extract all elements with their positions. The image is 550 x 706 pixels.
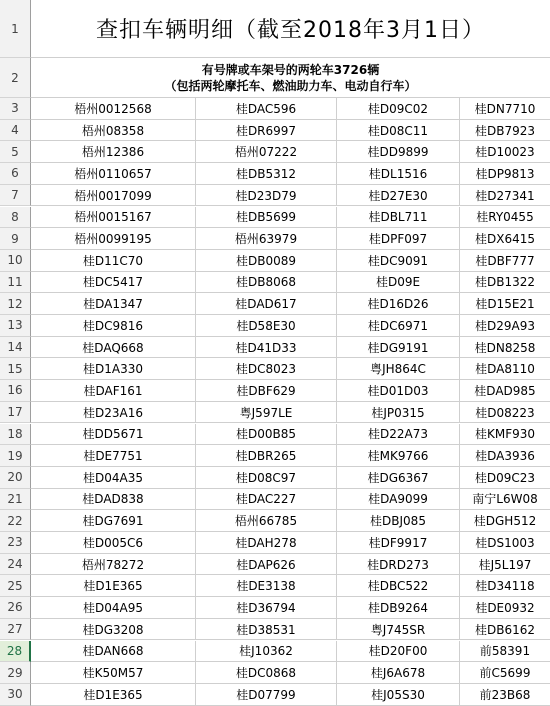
plate-cell[interactable]: 桂DB9264	[337, 597, 460, 619]
table-row	[0, 358, 550, 380]
plate-cell[interactable]: 桂DN8258	[460, 337, 550, 359]
plate-cell[interactable]: 桂DE7751	[31, 445, 196, 467]
plate-cell[interactable]: 桂D11C70	[31, 250, 196, 272]
plate-cell[interactable]: 桂DS1003	[460, 532, 550, 554]
row-header[interactable]: 9	[0, 228, 31, 250]
table-row	[0, 532, 550, 554]
plate-cell[interactable]: 桂DA8110	[460, 358, 550, 380]
plate-cell[interactable]: 桂D27341	[460, 185, 550, 207]
table-row	[0, 575, 550, 597]
row-header[interactable]: 11	[0, 272, 31, 294]
plate-cell[interactable]: 前C5699	[460, 662, 550, 684]
plate-cell[interactable]: 桂DAN668	[31, 641, 196, 663]
table-row	[0, 163, 550, 185]
row-header[interactable]: 23	[0, 532, 31, 554]
plate-cell[interactable]: 桂D29A93	[460, 315, 550, 337]
plate-cell[interactable]: 桂D09E	[337, 272, 460, 294]
table-row	[0, 207, 550, 229]
row-header[interactable]: 14	[0, 337, 31, 359]
plate-cell[interactable]: 桂D01D03	[337, 380, 460, 402]
row-header[interactable]: 3	[0, 98, 31, 120]
row-header[interactable]: 28	[0, 641, 31, 663]
plate-cell[interactable]: 梧州0015167	[31, 207, 196, 229]
row-header[interactable]: 26	[0, 597, 31, 619]
row-header[interactable]: 24	[0, 554, 31, 576]
plate-cell[interactable]: 桂DAD838	[31, 489, 196, 511]
plate-cell[interactable]: 梧州08358	[31, 120, 196, 142]
plate-cell[interactable]: 桂J05S30	[337, 684, 460, 706]
plate-cell[interactable]: 桂D08223	[460, 402, 550, 424]
plate-cell[interactable]: 桂DG6367	[337, 467, 460, 489]
plate-cell[interactable]: 梧州78272	[31, 554, 196, 576]
plate-cell[interactable]: 桂D41D33	[196, 337, 337, 359]
row-header[interactable]: 30	[0, 684, 31, 706]
plate-cell[interactable]: 前23B68	[460, 684, 550, 706]
plate-cell[interactable]: 桂MK9766	[337, 445, 460, 467]
plate-cell[interactable]: 桂D15E21	[460, 293, 550, 315]
plate-cell[interactable]: 桂D08C97	[196, 467, 337, 489]
plate-cell[interactable]: 桂DF9917	[337, 532, 460, 554]
table-row	[0, 250, 550, 272]
plate-cell[interactable]: 桂DD5671	[31, 424, 196, 446]
plate-cell[interactable]: 桂DN7710	[460, 98, 550, 120]
table-row	[0, 641, 550, 663]
plate-cell[interactable]: 桂DBF777	[460, 250, 550, 272]
plate-cell[interactable]: 桂DC9816	[31, 315, 196, 337]
plate-cell[interactable]: 桂DC6971	[337, 315, 460, 337]
row-header[interactable]: 18	[0, 424, 31, 446]
plate-cell[interactable]: 桂D00B85	[196, 424, 337, 446]
plate-cell[interactable]: 桂D09C23	[460, 467, 550, 489]
plate-cell[interactable]: 梧州66785	[196, 510, 337, 532]
plate-cell[interactable]: 桂DAC227	[196, 489, 337, 511]
plate-cell[interactable]: 桂D10023	[460, 141, 550, 163]
plate-cell[interactable]: 桂RY0455	[460, 207, 550, 229]
table-row	[0, 98, 550, 120]
table-row	[0, 489, 550, 511]
table-row	[0, 424, 550, 446]
plate-cell[interactable]: 桂DC5417	[31, 272, 196, 294]
plate-cell[interactable]: 桂J10362	[196, 641, 337, 663]
plate-cell[interactable]: 桂D08C11	[337, 120, 460, 142]
plate-cell[interactable]: 桂D38531	[196, 619, 337, 641]
plate-cell[interactable]: 桂DA9099	[337, 489, 460, 511]
plate-cell[interactable]: 梧州63979	[196, 228, 337, 250]
row-header[interactable]: 1	[0, 0, 31, 58]
plate-cell[interactable]: 桂D58E30	[196, 315, 337, 337]
plate-cell[interactable]: 桂DE0932	[460, 597, 550, 619]
subtitle-cell[interactable]	[31, 58, 550, 98]
plate-cell[interactable]: 梧州0099195	[31, 228, 196, 250]
plate-cell[interactable]: 桂DPF097	[337, 228, 460, 250]
plate-cell[interactable]: 桂DAD617	[196, 293, 337, 315]
plate-cell[interactable]: 桂DBF629	[196, 380, 337, 402]
plate-cell[interactable]: 梧州0017099	[31, 185, 196, 207]
table-row	[0, 380, 550, 402]
row-header[interactable]: 2	[0, 58, 31, 98]
plate-cell[interactable]: 桂DB5312	[196, 163, 337, 185]
plate-cell[interactable]: 南宁L6W08	[460, 489, 550, 511]
plate-cell[interactable]: 桂DE3138	[196, 575, 337, 597]
table-row	[0, 293, 550, 315]
table-row	[0, 662, 550, 684]
plate-cell[interactable]: 桂DG7691	[31, 510, 196, 532]
plate-cell[interactable]: 桂D23A16	[31, 402, 196, 424]
plate-cell[interactable]: 桂JP0315	[337, 402, 460, 424]
row-header[interactable]: 4	[0, 120, 31, 142]
plate-cell[interactable]: 桂D23D79	[196, 185, 337, 207]
row-header[interactable]: 29	[0, 662, 31, 684]
plate-cell[interactable]: 桂DAP626	[196, 554, 337, 576]
plate-cell[interactable]: 桂DB0089	[196, 250, 337, 272]
plate-cell[interactable]: 桂DAF161	[31, 380, 196, 402]
row-header[interactable]: 15	[0, 358, 31, 380]
row-header[interactable]: 6	[0, 163, 31, 185]
plate-cell[interactable]: 桂DA3936	[460, 445, 550, 467]
plate-cell[interactable]: 桂D07799	[196, 684, 337, 706]
plate-cell[interactable]: 桂D1A330	[31, 358, 196, 380]
row-header[interactable]: 10	[0, 250, 31, 272]
plate-cell[interactable]: 桂KMF930	[460, 424, 550, 446]
plate-cell[interactable]: 桂D04A35	[31, 467, 196, 489]
plate-cell[interactable]: 桂DB6162	[460, 619, 550, 641]
row-header[interactable]: 25	[0, 575, 31, 597]
row-header[interactable]: 19	[0, 445, 31, 467]
table-row	[0, 120, 550, 142]
plate-cell[interactable]: 桂DAH278	[196, 532, 337, 554]
plate-cell[interactable]: 桂DB8068	[196, 272, 337, 294]
plate-cell[interactable]: 桂DB5699	[196, 207, 337, 229]
plate-cell[interactable]: 桂DB7923	[460, 120, 550, 142]
row-header[interactable]: 22	[0, 510, 31, 532]
table-row	[0, 185, 550, 207]
plate-cell[interactable]: 桂DBJ085	[337, 510, 460, 532]
plate-cell[interactable]: 桂DP9813	[460, 163, 550, 185]
row-header[interactable]: 13	[0, 315, 31, 337]
table-row	[0, 272, 550, 294]
plate-cell[interactable]: 桂DBC522	[337, 575, 460, 597]
plate-cell[interactable]: 粤JH864C	[337, 358, 460, 380]
plate-cell[interactable]: 桂DC0868	[196, 662, 337, 684]
plate-cell[interactable]: 桂DBL711	[337, 207, 460, 229]
plate-cell[interactable]: 梧州0110657	[31, 163, 196, 185]
table-row	[0, 337, 550, 359]
plate-cell[interactable]: 桂DL1516	[337, 163, 460, 185]
plate-cell[interactable]: 桂D005C6	[31, 532, 196, 554]
plate-cell[interactable]: 桂DGH512	[460, 510, 550, 532]
row-header[interactable]: 12	[0, 293, 31, 315]
plate-cell[interactable]: 桂D36794	[196, 597, 337, 619]
subtitle-line-1: 有号牌或车架号的两轮车3726辆	[201, 62, 380, 77]
row-header[interactable]: 21	[0, 489, 31, 511]
plate-cell[interactable]: 桂D20F00	[337, 641, 460, 663]
plate-cell[interactable]: 梧州0012568	[31, 98, 196, 120]
table-row	[0, 619, 550, 641]
plate-cell[interactable]: 桂D1E365	[31, 575, 196, 597]
plate-cell[interactable]: 桂DRD273	[337, 554, 460, 576]
subtitle-row	[0, 58, 550, 98]
plate-cell[interactable]: 桂DD9899	[337, 141, 460, 163]
plate-cell[interactable]: 桂D09C02	[337, 98, 460, 120]
table-row	[0, 315, 550, 337]
row-header[interactable]: 17	[0, 402, 31, 424]
plate-cell[interactable]: 粤J745SR	[337, 619, 460, 641]
plate-cell[interactable]: 桂DG9191	[337, 337, 460, 359]
plate-cell[interactable]: 桂D27E30	[337, 185, 460, 207]
subtitle-line-2: （包括两轮摩托车、燃油助力车、电动自行车）	[164, 78, 417, 93]
plate-cell[interactable]: 前58391	[460, 641, 550, 663]
table-row	[0, 402, 550, 424]
plate-cell[interactable]: 桂J5L197	[460, 554, 550, 576]
plate-cell[interactable]: 桂DB1322	[460, 272, 550, 294]
table-row	[0, 467, 550, 489]
row-header[interactable]: 20	[0, 467, 31, 489]
plate-cell[interactable]: 桂D04A95	[31, 597, 196, 619]
plate-cell[interactable]: 梧州12386	[31, 141, 196, 163]
plate-cell[interactable]: 桂DC8023	[196, 358, 337, 380]
plate-cell[interactable]: 桂DAQ668	[31, 337, 196, 359]
plate-cell[interactable]: 桂DG3208	[31, 619, 196, 641]
table-row	[0, 510, 550, 532]
row-header[interactable]: 7	[0, 185, 31, 207]
plate-cell[interactable]: 桂DC9091	[337, 250, 460, 272]
table-row	[0, 141, 550, 163]
row-header[interactable]: 8	[0, 207, 31, 229]
plate-cell[interactable]: 桂DR6997	[196, 120, 337, 142]
plate-cell[interactable]: 桂D22A73	[337, 424, 460, 446]
table-row	[0, 597, 550, 619]
row-header[interactable]: 27	[0, 619, 31, 641]
plate-cell[interactable]: 桂D16D26	[337, 293, 460, 315]
plate-cell[interactable]: 桂K50M57	[31, 662, 196, 684]
plate-cell[interactable]: 桂DX6415	[460, 228, 550, 250]
plate-cell[interactable]: 粤J597LE	[196, 402, 337, 424]
plate-cell[interactable]: 桂DBR265	[196, 445, 337, 467]
plate-cell[interactable]: 桂J6A678	[337, 662, 460, 684]
title-row	[0, 0, 550, 58]
plate-cell[interactable]: 桂DAD985	[460, 380, 550, 402]
plate-cell[interactable]: 桂D34118	[460, 575, 550, 597]
plate-cell[interactable]: 桂DAC596	[196, 98, 337, 120]
row-header[interactable]: 5	[0, 141, 31, 163]
table-row	[0, 445, 550, 467]
plate-cell[interactable]: 梧州07222	[196, 141, 337, 163]
row-header[interactable]: 16	[0, 380, 31, 402]
plate-cell[interactable]: 桂D1E365	[31, 684, 196, 706]
plate-cell[interactable]: 桂DA1347	[31, 293, 196, 315]
table-row	[0, 684, 550, 706]
sheet-title[interactable]: 查扣车辆明细（截至2018年3月1日）	[31, 0, 550, 58]
table-row	[0, 228, 550, 250]
table-row	[0, 554, 550, 576]
